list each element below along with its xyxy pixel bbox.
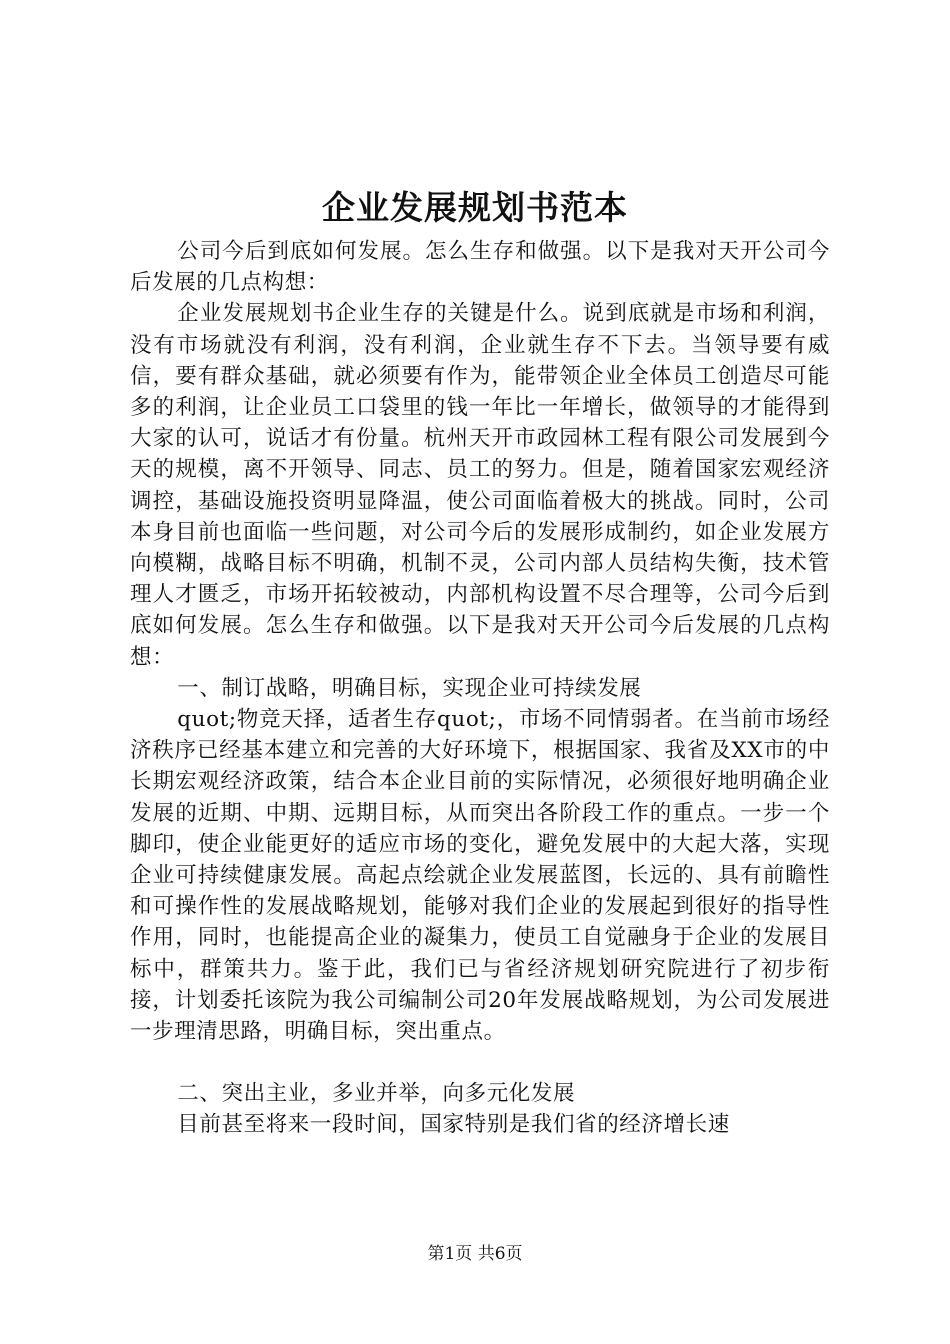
paragraph-section-2: 目前甚至将来一段时间，国家特别是我们省的经济增长速: [177, 1112, 730, 1138]
section-heading-1: 一、制订战略，明确目标，实现企业可持续发展: [177, 675, 642, 701]
section-heading-2: 二、突出主业，多业并举，向多元化发展: [177, 1081, 576, 1107]
paragraph-background: 企业发展规划书企业生存的关键是什么。说到底就是市场和利润，没有市场就没有利润，没有利润，企业就生存不下去。当领导要有威信，要有群众基础，就必须要有作为，能带领企业全体员工创造尽可能多的利润，让企业员工口袋里的钱一年比一年增长，做领导的才能得到大家的认可，说话才有份量。杭州天开市政园林工程有限公司发展到今天的规模，离不开领导、同志、员工的努力。但是，随着国家宏观经济调控，基础设施投资明显降温，使公司面临着极大的挑战。同时，公司本身目前也面临一些问题，对公司今后的发展形成制约，如企业发展方向模糊，战略目标不明确，机制不灵，公司内部人员结构失衡，技术管理人才匮乏，市场开拓较被动，内部机构设置不尽合理等，公司今后到底如何发展。怎么生存和做强。以下是我对天开公司今后发展的几点构想：: [130, 301, 830, 670]
page-number-footer: 第1页 共6页: [427, 1244, 523, 1264]
document-body: [130, 236, 830, 1141]
paragraph-intro: 公司今后到底如何发展。怎么生存和做强。以下是我对天开公司今后发展的几点构想：: [130, 239, 830, 296]
paragraph-section-1: quot;物竞天择，适者生存quot;，市场不同情弱者。在当前市场经济秩序已经基本建立和完善的大好环境下，根据国家、我省及XX市的中长期宏观经济政策，结合本企业目前的实际情况，必须很好地明确企业发展的近期、中期、远期目标，从而突出各阶段工作的重点。一步一个脚印，使企业能更好的适应市场的变化，避免发展中的大起大落，实现企业可持续健康发展。高起点绘就企业发展蓝图，长远的、具有前瞻性和可操作性的发展战略规划，能够对我们企业的发展起到很好的指导性作用，同时，也能提高企业的凝集力，使员工自觉融身于企业的发展目标中，群策共力。鉴于此，我们已与省经济规划研究院进行了初步衔接，计划委托该院为我公司编制公司20年发展战略规划，为公司发展进一步理清思路，明确目标，突出重点。: [130, 707, 830, 1045]
document-title: 企业发展规划书范本: [322, 188, 628, 227]
